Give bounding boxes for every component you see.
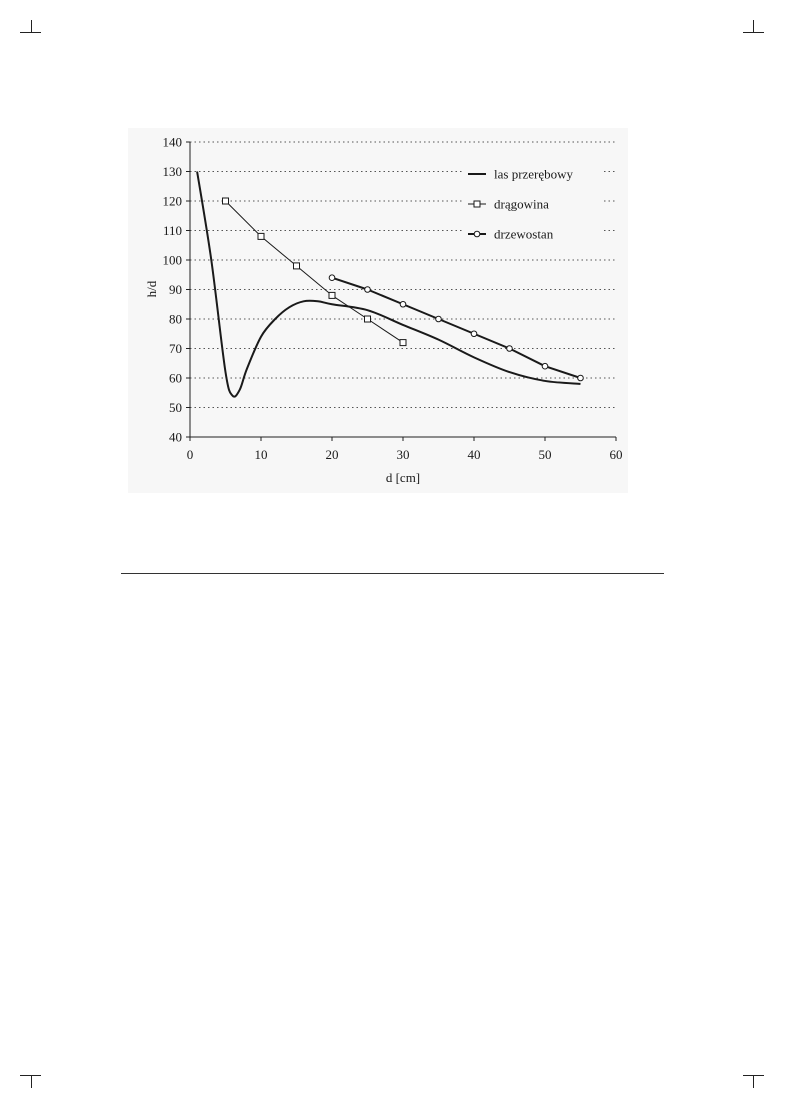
x-tick-label-50: 50 bbox=[538, 447, 552, 462]
x-axis-label: d [cm] bbox=[385, 470, 421, 485]
x-tick-label-60: 60 bbox=[609, 447, 623, 462]
series-3-point-4 bbox=[471, 331, 477, 337]
legend-label-3: drzewostan bbox=[494, 226, 554, 242]
legend-marker-square bbox=[474, 201, 480, 207]
x-tick-label-10: 10 bbox=[254, 447, 268, 462]
series-3-point-6 bbox=[542, 363, 548, 369]
series-2-point-3 bbox=[329, 292, 335, 298]
y-tick-label-80: 80 bbox=[169, 311, 182, 327]
y-tick-label-70: 70 bbox=[169, 341, 182, 356]
x-tick-label-0: 0 bbox=[186, 447, 194, 462]
y-tick-label-130: 130 bbox=[162, 164, 182, 179]
crop-mark-top-right-v bbox=[753, 20, 754, 33]
y-tick-label-50: 50 bbox=[169, 400, 182, 415]
x-tick-label-40: 40 bbox=[467, 447, 481, 462]
chart-figure bbox=[128, 128, 628, 493]
y-tick-label-60: 60 bbox=[169, 370, 182, 386]
series-3-point-2 bbox=[400, 301, 406, 307]
y-tick-label-120: 120 bbox=[162, 193, 182, 209]
series-2-point-5 bbox=[400, 340, 406, 346]
y-tick-label-100: 100 bbox=[162, 252, 182, 268]
chart-svg bbox=[128, 128, 628, 493]
y-tick-label-90: 90 bbox=[169, 282, 182, 297]
x-tick-label-30: 30 bbox=[396, 447, 410, 462]
y-axis-label: h/d bbox=[144, 280, 159, 298]
series-2-point-2 bbox=[294, 263, 300, 269]
legend-label-1: las przerębowy bbox=[494, 166, 574, 182]
legend-item-1 bbox=[464, 165, 604, 183]
legend-marker-circle bbox=[474, 231, 480, 237]
series-2-point-0 bbox=[223, 198, 229, 204]
y-tick-label-140: 140 bbox=[162, 134, 182, 150]
footnote-rule bbox=[121, 573, 664, 574]
legend bbox=[464, 165, 604, 243]
legend-label-2: drągowina bbox=[494, 196, 549, 212]
y-tick-label-40: 40 bbox=[169, 429, 182, 445]
series-3-point-0 bbox=[329, 275, 335, 281]
series-3-point-7 bbox=[578, 375, 584, 381]
legend-item-3 bbox=[464, 225, 604, 243]
crop-mark-bottom-left-v bbox=[31, 1075, 32, 1088]
x-tick-label-20: 20 bbox=[325, 447, 339, 462]
series-3-point-3 bbox=[436, 316, 442, 322]
series-3-point-1 bbox=[365, 287, 371, 293]
series-2-point-1 bbox=[258, 233, 264, 239]
crop-mark-top-left-v bbox=[31, 20, 32, 33]
legend-item-2 bbox=[464, 195, 604, 213]
series-3-point-5 bbox=[507, 346, 513, 352]
series-2-point-4 bbox=[365, 316, 371, 322]
y-tick-label-110: 110 bbox=[162, 223, 182, 238]
crop-mark-bottom-right-v bbox=[753, 1075, 754, 1088]
